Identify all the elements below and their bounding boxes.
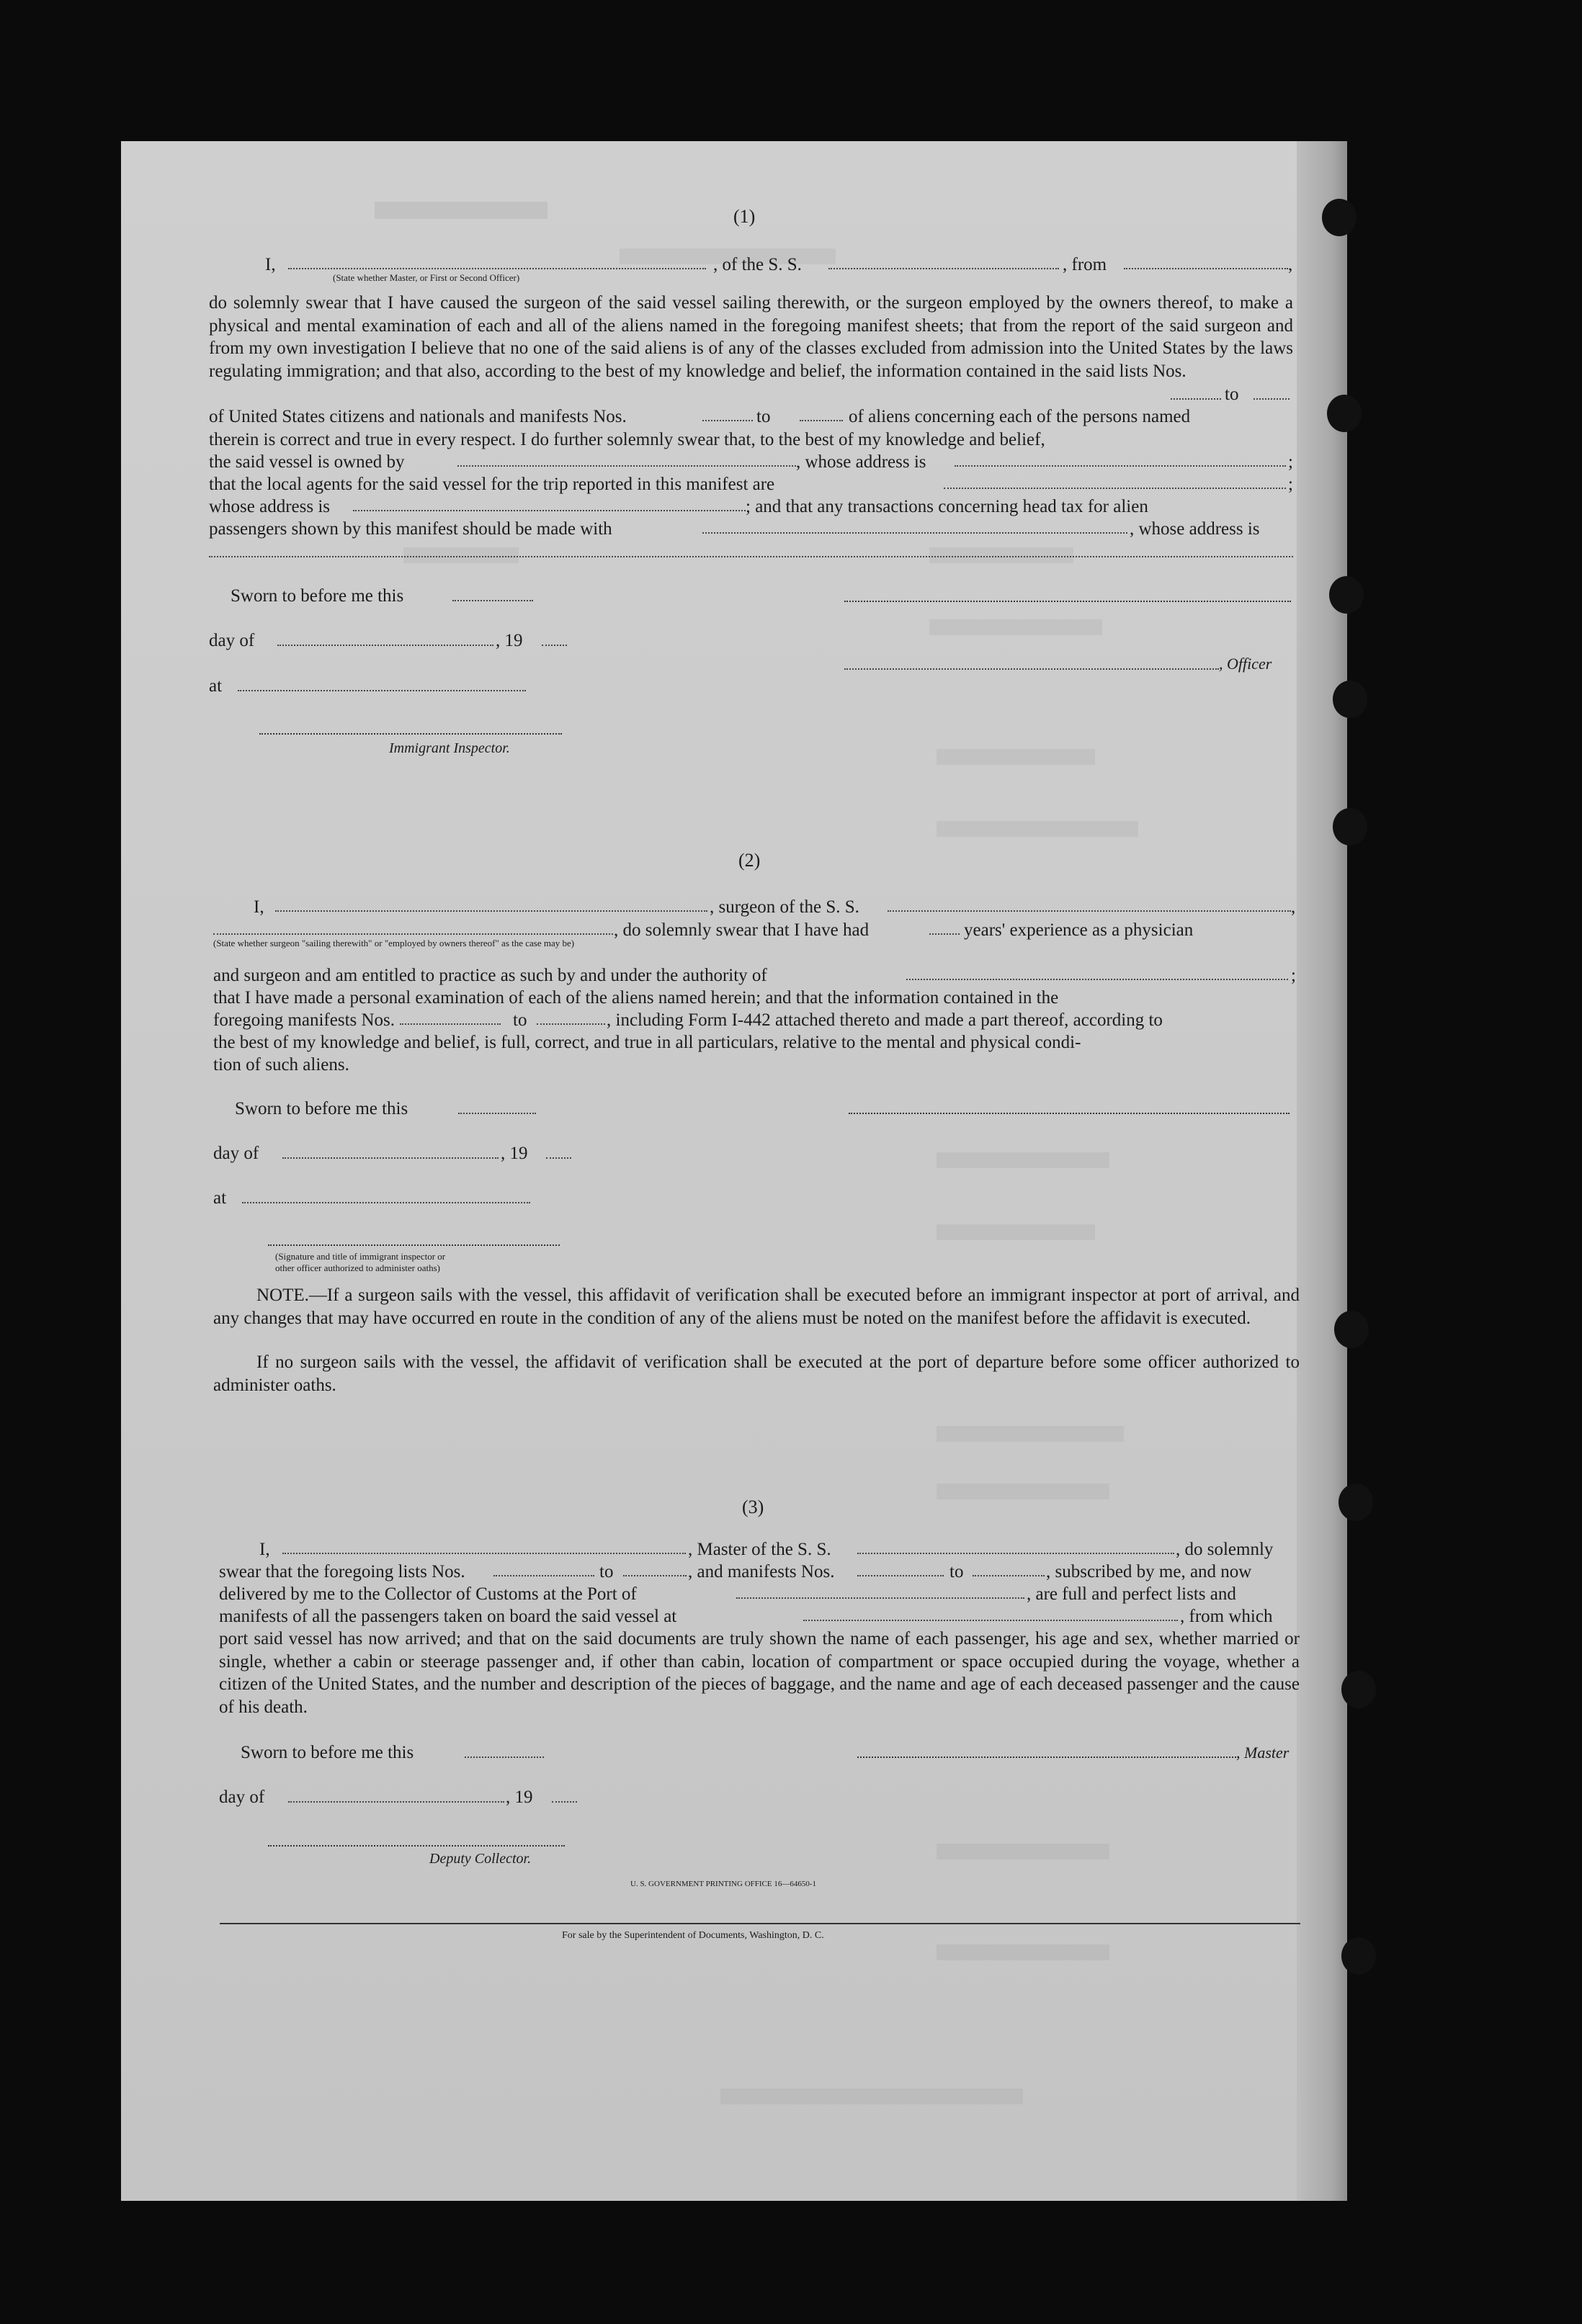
punch-hole <box>1327 395 1362 432</box>
bleed-through-mark <box>937 1224 1095 1240</box>
s1-citizens-line: of United States citizens and nationals and manifests Nos. <box>209 407 627 426</box>
s1-whose-label: , whose address is <box>796 452 926 472</box>
s2-authority: and surgeon and am entitled to practice as such by and under the authority of <box>213 966 767 985</box>
s3-master-label: , Master of the S. S. <box>688 1540 831 1559</box>
s2-authority-field <box>906 979 1288 980</box>
s2-at-field <box>242 1202 530 1203</box>
s2-comma: , <box>1291 897 1296 917</box>
s3-to-label: to <box>599 1562 614 1582</box>
s3-swear: , do solemnly <box>1176 1540 1274 1559</box>
s2-surgeon-signature-line <box>849 1113 1290 1114</box>
s3-manifests-to-field <box>973 1575 1045 1576</box>
s1-owner-address-field <box>955 465 1286 467</box>
s1-inspector-label: Immigrant Inspector. <box>389 740 510 756</box>
s2-year-field <box>546 1157 571 1159</box>
punch-hole <box>1341 1937 1376 1975</box>
s2-at: at <box>213 1188 227 1208</box>
note-paragraph-1: NOTE.—If a surgeon sails with the vessel, this affidavit of verification shall be executed before an immigrant inspector at port of arrival, and any changes that may have occurred en route in the condition of any of the aliens must be noted on the manifest before the affidavit is executed. <box>213 1286 1300 1328</box>
s1-passengers-label: passengers shown by this manifest should be made with <box>209 519 612 539</box>
s1-to-label-2: to <box>756 407 771 426</box>
s1-whose-label-3: , whose address is <box>1130 519 1260 539</box>
s3-i: I, <box>259 1540 270 1559</box>
s1-year: , 19 <box>496 631 523 650</box>
s2-including: , including Form I-442 attached thereto and made a part thereof, according to <box>607 1010 1163 1030</box>
s1-headtax-address-field <box>209 556 1293 557</box>
page-edge-shadow <box>1297 141 1347 2201</box>
s3-sworn-field <box>465 1757 544 1758</box>
s2-surgeon-label: , surgeon of the S. S. <box>710 897 859 917</box>
s1-i: I, <box>265 255 276 274</box>
s3-lists-label: swear that the foregoing lists Nos. <box>219 1562 465 1582</box>
s3-master-name-field <box>282 1553 686 1554</box>
s1-from-label: , from <box>1063 255 1107 274</box>
s2-manifest-from-field <box>400 1023 501 1025</box>
punch-hole <box>1322 199 1357 236</box>
s3-from-which: , from which <box>1180 1607 1273 1626</box>
section-2-number: (2) <box>738 850 761 871</box>
s2-i: I, <box>254 897 264 917</box>
s3-port-field <box>736 1597 1024 1599</box>
gpo-imprint: U. S. GOVERNMENT PRINTING OFFICE 16—64650-1 <box>630 1880 817 1888</box>
s3-sworn: Sworn to before me this <box>241 1743 414 1762</box>
s1-year-field <box>542 645 567 646</box>
s1-aliens-line: of aliens concerning each of the persons named <box>849 407 1191 426</box>
s1-manifest-from-field <box>702 420 753 421</box>
s3-master-signature-label: , Master <box>1236 1744 1290 1762</box>
s2-sworn-field <box>458 1113 536 1114</box>
s3-ship-field <box>857 1553 1174 1554</box>
s1-inspector-signature-line <box>259 733 562 735</box>
s1-therein-line: therein is correct and true in every respect. I do further solemnly swear that, to the best of my knowledge and belief, <box>209 430 1045 449</box>
s1-ship-field <box>828 268 1059 269</box>
s3-collector-signature-line <box>268 1845 565 1847</box>
s3-dayof: day of <box>219 1787 265 1807</box>
s1-agents-address-field <box>353 510 746 511</box>
s3-subscribed: , subscribed by me, and now <box>1046 1562 1252 1582</box>
s1-officer-field <box>288 268 706 269</box>
bleed-through-mark <box>937 821 1138 837</box>
s1-ss-label: , of the S. S. <box>713 255 802 274</box>
s1-from-field <box>1124 268 1288 269</box>
s2-inspector-signature-line <box>268 1244 560 1246</box>
s3-to-label-2: to <box>949 1562 964 1582</box>
s1-oath-paragraph: do solemnly swear that I have caused the surgeon of the said vessel sailing therewith, or the surgeon employed by the owners thereof, to make a physical and mental examination of each and all of the aliens named in the foregoing manifest sheets; that from the report of the said surgeon and from my own investigation I believe that no one of the said aliens is of any of the classes excluded from admission into the United States by the laws regulating immigration; and that also, according to the best of my knowledge and belief, the information contained in the said lists Nos. <box>209 293 1293 381</box>
s1-at: at <box>209 676 223 696</box>
bleed-through-mark <box>937 1426 1124 1442</box>
s2-years-label: years' experience as a physician <box>964 920 1194 940</box>
s2-signature-caption-2: other officer authorized to administer oaths) <box>275 1262 440 1273</box>
bleed-through-mark <box>937 749 1095 765</box>
s2-swear: , do solemnly swear that I have had <box>614 920 870 940</box>
s3-manifests-label: , and manifests Nos. <box>688 1562 835 1582</box>
s3-delivered-label: delivered by me to the Collector of Customs at the Port of <box>219 1584 637 1604</box>
punch-hole <box>1334 1311 1369 1348</box>
s3-lists-from-field <box>493 1575 594 1576</box>
s1-agents-label: that the local agents for the said vessel for the trip reported in this manifest are <box>209 475 775 494</box>
s1-semicolon: ; <box>1288 452 1293 472</box>
s2-examined: that I have made a personal examination of each of the aliens named herein; and that the information contained in the <box>213 988 1059 1008</box>
s1-officer-subtitle: (State whether Master, or First or Second Officer) <box>333 272 520 283</box>
s1-headtax-agent-field <box>702 532 1127 534</box>
s1-manifest-to-field <box>800 420 843 421</box>
s3-manifests-from-field <box>857 1575 944 1576</box>
s3-lists-to-field <box>623 1575 687 1576</box>
bleed-through-mark <box>929 619 1102 635</box>
s2-dayof: day of <box>213 1144 259 1163</box>
bleed-through-mark <box>403 547 519 563</box>
footer-rule <box>220 1923 1300 1924</box>
s1-semicolon-2: ; <box>1288 475 1293 494</box>
s1-whose-label-2: whose address is <box>209 497 331 516</box>
s2-day-field <box>282 1157 499 1159</box>
s1-dayof: day of <box>209 631 255 650</box>
punch-hole <box>1333 681 1367 718</box>
s2-surgeon-type-subtitle: (State whether surgeon "sailing therewith" or "employed by owners thereof" as the case may be) <box>213 938 575 948</box>
punch-hole <box>1341 1671 1376 1708</box>
s1-officer-title-field <box>844 668 1219 670</box>
s2-aliens: tion of such aliens. <box>213 1055 349 1074</box>
s3-oath-paragraph: port said vessel has now arrived; and that on the said documents are truly shown the name of each passenger, his age and sex, whether married or single, whether a cabin or steerage passenger and, if other than cabin, location of compartment or space occupied during the voyage, whether a citizen of the United States, and the number and description of the pieces of baggage, and the name and age of each deceased passenger and the cause of his death. <box>219 1629 1300 1717</box>
bleed-through-mark <box>937 1944 1109 1960</box>
note-paragraph-2: If no surgeon sails with the vessel, the affidavit of verification shall be executed at the port of departure before some officer authorized to administer oaths. <box>213 1352 1300 1395</box>
bleed-through-mark <box>937 1484 1109 1499</box>
s1-headtax-line: ; and that any transactions concerning head tax for alien <box>746 497 1148 516</box>
s3-manifests-all: manifests of all the passengers taken on board the said vessel at <box>219 1607 677 1626</box>
section-1-number: (1) <box>733 206 756 227</box>
s1-owned-label: the said vessel is owned by <box>209 452 405 472</box>
s1-sworn-field <box>452 600 533 601</box>
s3-day-field <box>288 1801 504 1803</box>
s3-year: , 19 <box>506 1787 533 1807</box>
s1-to-label: to <box>1225 385 1239 404</box>
punch-hole <box>1333 808 1367 845</box>
s1-lists-from-field <box>1171 398 1221 400</box>
s2-to-label: to <box>513 1010 527 1030</box>
s3-deputy-label: Deputy Collector. <box>429 1851 532 1867</box>
bleed-through-mark <box>929 547 1073 563</box>
s3-year-field <box>552 1801 577 1803</box>
s1-sworn: Sworn to before me this <box>231 586 404 606</box>
s2-surgeon-type-field <box>213 933 613 935</box>
section-3-number: (3) <box>742 1497 764 1517</box>
punch-hole <box>1339 1484 1373 1521</box>
s2-sworn: Sworn to before me this <box>235 1099 408 1118</box>
sale-notice: For sale by the Superintendent of Documents, Washington, D. C. <box>562 1930 824 1941</box>
s2-ship-field <box>888 910 1291 912</box>
s1-at-field <box>238 690 526 691</box>
s2-year: , 19 <box>501 1144 528 1163</box>
bleed-through-mark <box>937 1844 1109 1859</box>
s1-day-field <box>277 645 493 646</box>
s1-agents-field <box>944 488 1286 489</box>
s1-comma: , <box>1288 255 1293 274</box>
bleed-through-mark <box>937 1152 1109 1168</box>
s3-master-signature-line <box>857 1757 1239 1758</box>
s1-officer-signature-line <box>844 601 1291 602</box>
s2-knowledge: the best of my knowledge and belief, is full, correct, and true in all particulars, relative to the mental and physical condi- <box>213 1033 1081 1052</box>
s2-surgeon-name-field <box>275 910 707 912</box>
s2-manifests-label: foregoing manifests Nos. <box>213 1010 396 1030</box>
s1-owner-field <box>457 465 796 467</box>
s2-years-field <box>929 933 960 935</box>
s2-semicolon: ; <box>1291 966 1296 985</box>
s3-full-lists: , are full and perfect lists and <box>1027 1584 1236 1604</box>
s1-officer-label: , Officer <box>1219 655 1272 673</box>
s3-embark-port-field <box>803 1620 1178 1621</box>
bleed-through-mark <box>375 202 548 219</box>
s2-manifest-to-field <box>537 1023 605 1025</box>
s1-lists-to-field <box>1253 398 1290 400</box>
punch-hole <box>1329 576 1364 614</box>
bleed-through-mark <box>720 2089 1023 2104</box>
s2-signature-caption-1: (Signature and title of immigrant inspector or <box>275 1251 446 1262</box>
